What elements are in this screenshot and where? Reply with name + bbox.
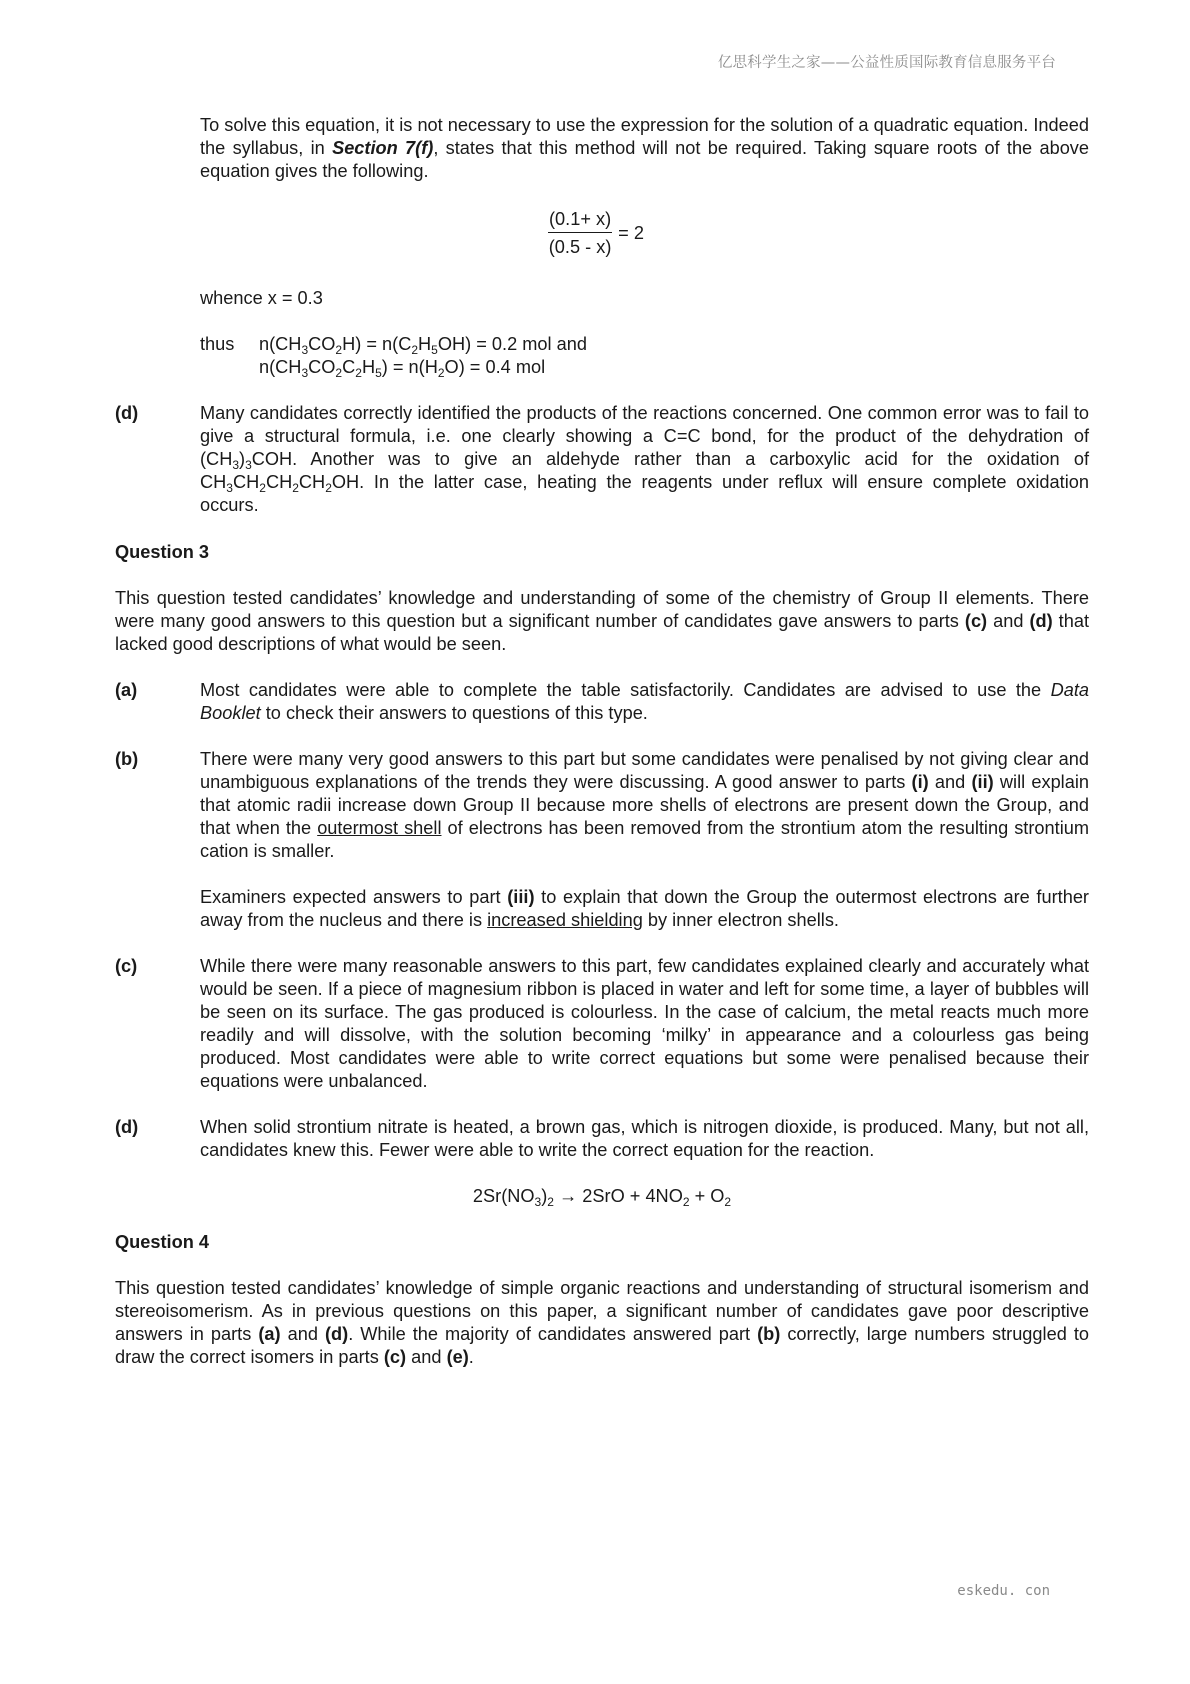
question-3-intro: This question tested candidates’ knowledge and understanding of some of the chemistry of Group II elements. There were many good answers to this question but a significant number of candidates gave answers to parts (c) and (d) that lacked good descriptions of what would be seen. — [115, 588, 1090, 654]
data-booklet-ref: Data Booklet — [200, 680, 1089, 723]
q3-part-b-continued: Examiners expected answers to part (iii) to explain that down the Group the outermost electrons are further away from the nucleus and there is increased shielding by inner electron shells. — [200, 887, 1089, 930]
question-4-intro: This question tested candidates’ knowledge of simple organic reactions and understanding of structural isomerism and stereoisomerism. As in previous questions on this paper, a significant number of candidates gave poor descriptive answers in parts (a) and (d). While the majority of candidates answered part (b) correctly, large numbers struggled to draw the correct isomers in parts (c) and (e). — [115, 1278, 1089, 1367]
q3-part-d-text: When solid strontium nitrate is heated, a brown gas, which is nitrogen dioxide, is produced. Many, but not all, candidates knew this. Fewer were able to write the correct equation for the reaction. — [200, 1117, 1089, 1160]
q3-part-d-label: (d) — [115, 1117, 139, 1137]
q3-part-c-label: (c) — [115, 956, 138, 976]
fraction-equation — [548, 208, 644, 258]
q3-part-b-label: (b) — [115, 749, 139, 769]
q3-part-a-text: Most candidates were able to complete the table satisfactorily. Candidates are advised to use the Data Booklet to check their answers to questions of this type. — [200, 680, 1089, 723]
question-4-heading: Question 4 — [115, 1232, 209, 1252]
fraction-rhs: = 2 — [618, 222, 644, 243]
header-watermark: 亿思科学生之家——公益性质国际教育信息服务平台 — [717, 55, 1056, 71]
fraction-numerator: (0.1+ x) — [548, 208, 612, 233]
thus-line-1: $n(CH_3CO_2H) = n(C_2H_5OH) = 0.2$ mol and — [259, 334, 587, 357]
syllabus-section-ref: Section 7(f) — [332, 138, 434, 158]
footer-site: eskedu. con — [957, 1583, 1050, 1599]
q3-part-c-text: While there were many reasonable answers to this part, few candidates explained clearly and accurately what would be seen. If a piece of magnesium ribbon is placed in water and left for some time, a layer of bubbles will be seen on its surface. The gas produced is colourless. In the case of calcium, the metal reacts much more readily and will dissolve, with the solution becoming ‘milky’ in appearance and a colourless gas being produced. Most candidates were able to write correct equations but some were penalised because their equations were unbalanced. — [200, 956, 1089, 1091]
q3-part-b-text: There were many very good answers to this part but some candidates were penalised by not giving clear and unambiguous explanations of the trends they were discussing. A good answer to parts (i) and (ii) will explain that atomic radii increase down Group II because more shells of electrons are present down the Group, and that when the outermost shell of electrons has been removed from the strontium atom the resulting strontium cation is smaller. — [200, 749, 1089, 861]
fraction-denominator: (0.5 - x) — [548, 237, 612, 257]
q3-part-a-label: (a) — [115, 680, 138, 700]
increased-shielding-term: increased shielding — [487, 910, 643, 930]
q2-part-d-text: Many candidates correctly identified the products of the reactions concerned. One common error was to fail to give a structural formula, i.e. one clearly showing a C=C bond, for the product of the dehydration of $(CH_3)_3COH$. Another was to give an aldehyde rather than a carboxylic acid for the oxidation of $CH_3CH_2CH_2CH_2OH$. In the latter case, heating the reagents under reflux will ensure complete oxidation occurs. — [200, 403, 1089, 515]
thus-line-2: $n(CH_3CO_2C_2H_5) = n(H_2O) = 0.4$ mol — [259, 357, 546, 380]
intro-paragraph: To solve this equation, it is not necessary to use the expression for the solution of a quadratic equation. Indeed the syllabus, in Section 7(f), states that this method will not be required. Taking square roots of the above equation gives the following. — [200, 115, 1090, 181]
thus-label: thus — [200, 334, 235, 354]
outermost-shell-term: outermost shell — [317, 818, 442, 838]
strontium-nitrate-equation: $2Sr(NO_3)_2 \to 2SrO + 4NO_2 + O_2$ — [472, 1186, 732, 1209]
q2-part-d-label: (d) — [115, 403, 139, 423]
question-3-heading: Question 3 — [115, 542, 209, 562]
whence-line: whence x = 0.3 — [200, 288, 323, 308]
